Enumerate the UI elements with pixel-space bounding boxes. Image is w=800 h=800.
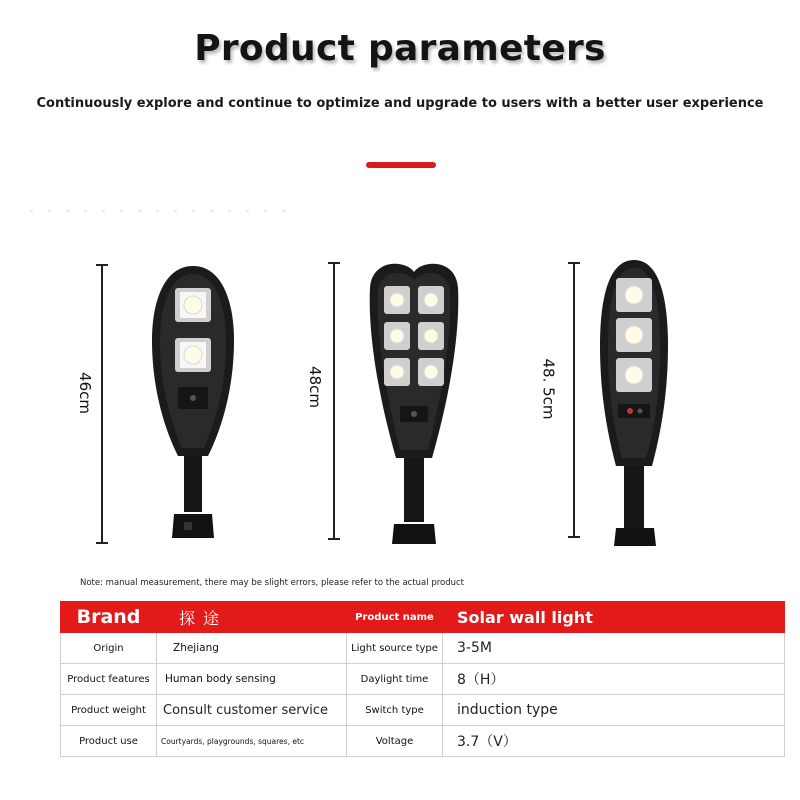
row-value: Courtyards, playgrounds, squares, etc [157,726,347,757]
page-subtitle: Continuously explore and continue to optimize and upgrade to users with a better user experience [36,96,764,111]
row-value: induction type [443,695,785,726]
row-value: Consult customer service [157,695,347,726]
accent-divider [366,162,436,168]
brand-label: Brand [61,602,157,633]
row-label: Light source type [347,633,443,664]
row-label: Product weight [61,695,157,726]
dimension-label-3: 48. 5cm [539,358,558,420]
row-label: Daylight time [347,664,443,695]
led-module-3 [616,358,652,392]
dimension-line-2 [328,262,340,540]
table-row [61,633,785,664]
page-title: Product parameters [194,28,606,69]
row-value: 3-5M [443,633,785,664]
row-label: Product use [61,726,157,757]
table-row [61,695,785,726]
led-module-1 [175,288,211,322]
street-lamp-icon [594,256,674,550]
led-module-2 [616,318,652,352]
row-value: 3.7（V） [443,726,785,757]
row-value: 8（H） [443,664,785,695]
dimension-label-2: 48cm [305,366,324,408]
table-row [61,726,785,757]
dimension-line-3 [568,262,580,538]
brand-value: 探途 [157,602,347,633]
street-lamp-icon [148,262,238,542]
dimension-label-1: 46cm [75,372,94,414]
table-header-row [61,602,785,633]
dotted-divider [30,210,290,212]
row-label: Voltage [347,726,443,757]
measurement-note: Note: manual measurement, there may be slight errors, please refer to the actual product [80,578,465,588]
street-lamp-icon [366,258,462,546]
led-module-2 [175,338,211,372]
row-label: Origin [61,633,157,664]
product-name-value: Solar wall light [443,602,785,633]
row-value: Zhejiang [157,633,347,664]
row-label: Product features [61,664,157,695]
dimension-line-1 [96,264,108,544]
row-value: Human body sensing [157,664,347,695]
product-name-label: Product name [347,602,443,633]
parameters-table [60,601,785,757]
led-module-1 [616,278,652,312]
row-label: Switch type [347,695,443,726]
table-row [61,664,785,695]
